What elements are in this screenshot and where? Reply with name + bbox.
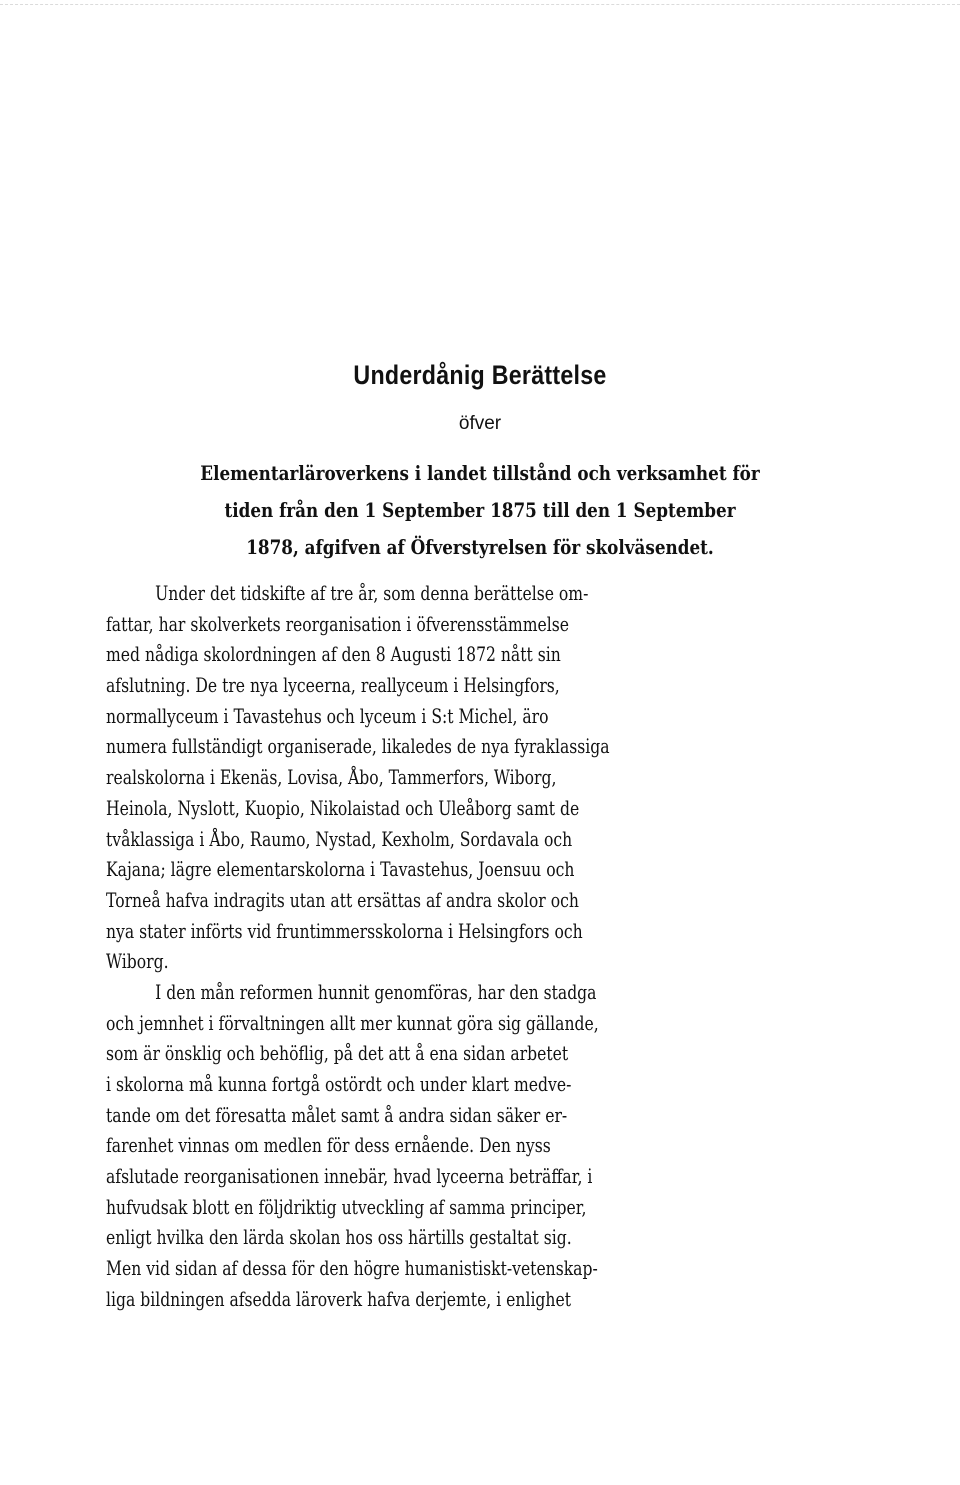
body-line: i skolorna må kunna fortgå ostördt och under klart medve- [106,1072,572,1096]
body-line: med nådiga skolordningen af den 8 Augusti 1872 nått sin [106,642,561,667]
body-line: tande om det föresatta målet samt å andra sidan säker er- [106,1102,568,1127]
body-line: afslutning. De tre nya lyceerna, reallyceum i Helsingfors, [106,673,560,698]
body-line: Heinola, Nyslott, Kuopio, Nikolaistad och Uleåborg samt de [106,795,580,820]
body-line: Torneå hafva indragits utan att ersättas af andra skolor och [106,887,579,912]
document-subtitle [0,455,960,566]
body-line: numera fullständigt organiserade, likaledes de nya fyraklassiga [106,734,610,759]
document-heading: Underdånig Berättelse [353,360,607,390]
body-text [106,578,786,1315]
body-line: som är önsklig och behöflig, på det att å ena sidan arbetet [106,1041,569,1066]
body-line: I den mån reformen hunnit genomföras, har den stadga [155,979,597,1004]
body-line: Under det tidskifte af tre år, som denna berättelse om- [155,581,589,605]
body-line: och jemnhet i förvaltningen allt mer kunnat göra sig gällande, [106,1010,599,1035]
document-subheading: öfver [458,413,502,434]
body-line: nya stater införts vid fruntimmersskolorna i Helsingfors och [106,918,583,943]
body-line: normallyceum i Tavastehus och lyceum i S:t Michel, äro [106,703,549,728]
body-line: tvåklassiga i Åbo, Raumo, Nystad, Kexholm, Sordavala och [106,826,573,851]
body-line: liga bildningen afsedda läroverk hafva derjemte, i enlighet [106,1286,571,1311]
body-line: hufvudsak blott en följdriktig utveckling af samma principer, [106,1194,587,1219]
body-line: realskolorna i Ekenäs, Lovisa, Åbo, Tammerfors, Wiborg, [106,765,557,790]
subtitle-line: 1878, afgifven af Öfverstyrelsen för skolväsendet. [246,535,714,559]
body-line: Wiborg. [106,949,169,974]
body-line: afslutade reorganisationen innebär, hvad lyceerna beträffar, i [106,1164,593,1189]
subtitle-line: tiden från den 1 September 1875 till den 1 September [224,498,736,522]
body-line: fattar, har skolverkets reorganisation i öfverensstämmelse [106,611,569,636]
scan-edge-noise [0,4,960,5]
body-line: farenhet vinnas om medlen för dess ernående. Den nyss [106,1133,551,1158]
body-line: Men vid sidan af dessa för den högre humanistiskt-vetenskap- [106,1256,598,1281]
body-line: Kajana; lägre elementarskolorna i Tavastehus, Joensuu och [106,857,575,882]
subtitle-line: Elementarläroverkens i landet tillstånd och verksamhet för [200,461,760,485]
body-line: enligt hvilka den lärda skolan hos oss härtills gestaltat sig. [106,1225,572,1250]
